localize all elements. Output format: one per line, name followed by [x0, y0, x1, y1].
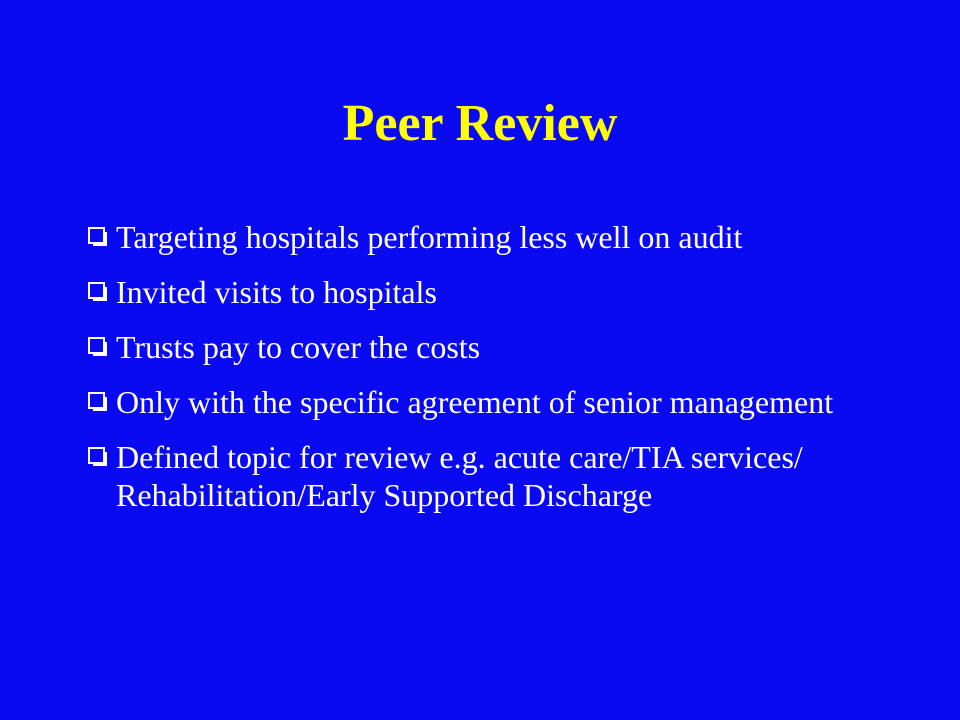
bullet-item	[88, 383, 888, 421]
bullet-text: Only with the specific agreement of senior management	[116, 384, 834, 420]
bullet-item	[88, 328, 888, 366]
bullet-text: Invited visits to hospitals	[116, 274, 437, 310]
checkbox-bullet-icon	[88, 337, 108, 357]
checkbox-bullet-icon	[88, 447, 108, 467]
slide-title: Peer Review	[342, 95, 618, 152]
bullet-text: Targeting hospitals performing less well on audit	[116, 219, 743, 255]
checkbox-bullet-icon	[88, 392, 108, 412]
bullet-text: Trusts pay to cover the costs	[116, 329, 481, 365]
checkbox-bullet-icon	[88, 282, 108, 302]
checkbox-bullet-icon	[88, 227, 108, 247]
bullet-item	[88, 438, 888, 514]
bullet-item	[88, 218, 888, 256]
bullet-list	[88, 218, 888, 531]
bullet-text: Defined topic for review e.g. acute care/TIA services/ Rehabilitation/Early Supported Discharge	[116, 439, 803, 513]
bullet-item	[88, 273, 888, 311]
